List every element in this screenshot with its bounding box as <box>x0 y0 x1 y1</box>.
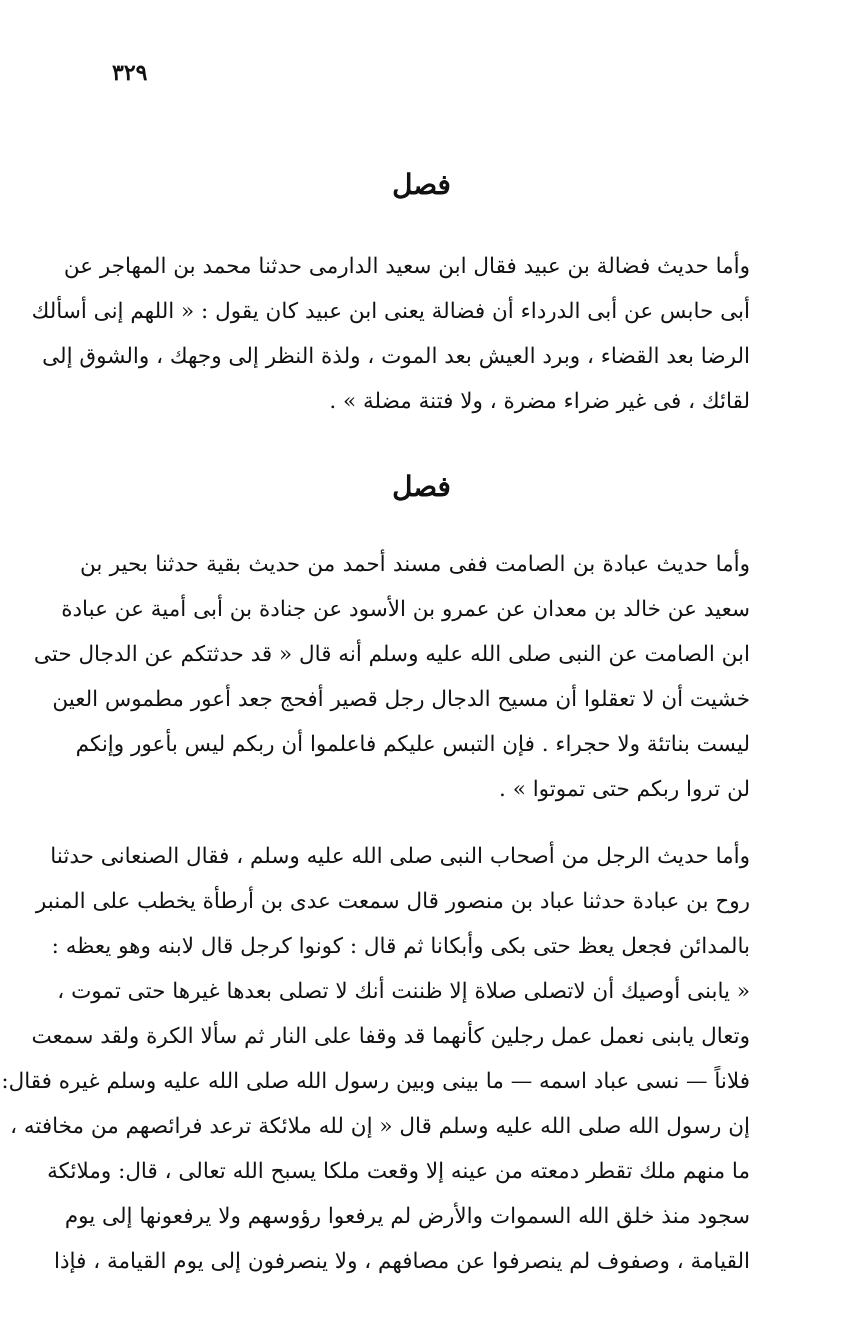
section-heading: فصل <box>392 168 451 201</box>
text-line: ابن الصامت عن النبى صلى الله عليه وسلم أنه قال « قد حدثتكم عن الدجال حتى <box>33 642 750 667</box>
section-heading: فصل <box>392 470 451 503</box>
text-line: فلاناً — نسى عباد اسمه — ما بينى وبين رسول الله صلى الله عليه وسلم غيره فقال: <box>1 1069 750 1094</box>
text-line: وأما حديث عبادة بن الصامت ففى مسند أحمد من حديث بقية حدثنا بحير بن <box>80 552 750 577</box>
text-line: خشيت أن لا تعقلوا أن مسيح الدجال رجل قصير أفحج جعد أعور مطموس العين <box>52 687 750 712</box>
page-number: ٣٢٩ <box>112 60 148 86</box>
text-line: ما منهم ملك تقطر دمعته من عينه إلا وقعت ملكا يسبح الله تعالى ، قال: وملائكة <box>47 1159 750 1184</box>
text-line: الرضا بعد القضاء ، وبرد العيش بعد الموت ، ولذة النظر إلى وجهك ، والشوق إلى <box>42 344 750 369</box>
text-line: لقائك ، فى غير ضراء مضرة ، ولا فتنة مضلة » . <box>329 389 750 414</box>
text-line: وأما حديث الرجل من أصحاب النبى صلى الله عليه وسلم ، فقال الصنعانى حدثنا <box>50 844 750 869</box>
text-line: إن رسول الله صلى الله عليه وسلم قال « إن لله ملائكة ترعد فرائصهم من مخافته ، <box>10 1114 750 1139</box>
text-line: لن تروا ربكم حتى تموتوا » . <box>499 777 750 802</box>
text-line: وتعال يابنى نعمل عمل رجلين كأنهما قد وقفا على النار ثم سألا الكرة ولقد سمعت <box>31 1024 750 1049</box>
text-line: ليست بناتئة ولا حجراء . فإن التبس عليكم فاعلموا أن ربكم ليس بأعور وإنكم <box>75 732 750 757</box>
text-line: روح بن عبادة حدثنا عباد بن منصور قال سمعت عدى بن أرطأة يخطب على المنبر <box>35 889 750 914</box>
text-line: سعيد عن خالد بن معدان عن عمرو بن الأسود عن جنادة بن أبى أمية عن عبادة <box>61 597 750 622</box>
text-line: وأما حديث فضالة بن عبيد فقال ابن سعيد الدارمى حدثنا محمد بن المهاجر عن <box>63 254 750 279</box>
text-line: بالمدائن فجعل يعظ حتى بكى وأبكانا ثم قال : كونوا كرجل قال لابنه وهو يعظه : <box>51 934 750 959</box>
text-line: أبى حابس عن أبى الدرداء أن فضالة يعنى ابن عبيد كان يقول : « اللهم إنى أسألك <box>31 299 750 324</box>
text-line: القيامة ، وصفوف لم ينصرفوا عن مصافهم ، ولا ينصرفون إلى يوم القيامة ، فإذا <box>54 1249 750 1274</box>
text-line: سجود منذ خلق الله السموات والأرض لم يرفعوا رؤوسهم ولا يرفعونها إلى يوم <box>64 1204 750 1229</box>
text-line: « يابنى أوصيك أن لاتصلى صلاة إلا ظننت أنك لا تصلى بعدها غيرها حتى تموت ، <box>57 979 750 1004</box>
